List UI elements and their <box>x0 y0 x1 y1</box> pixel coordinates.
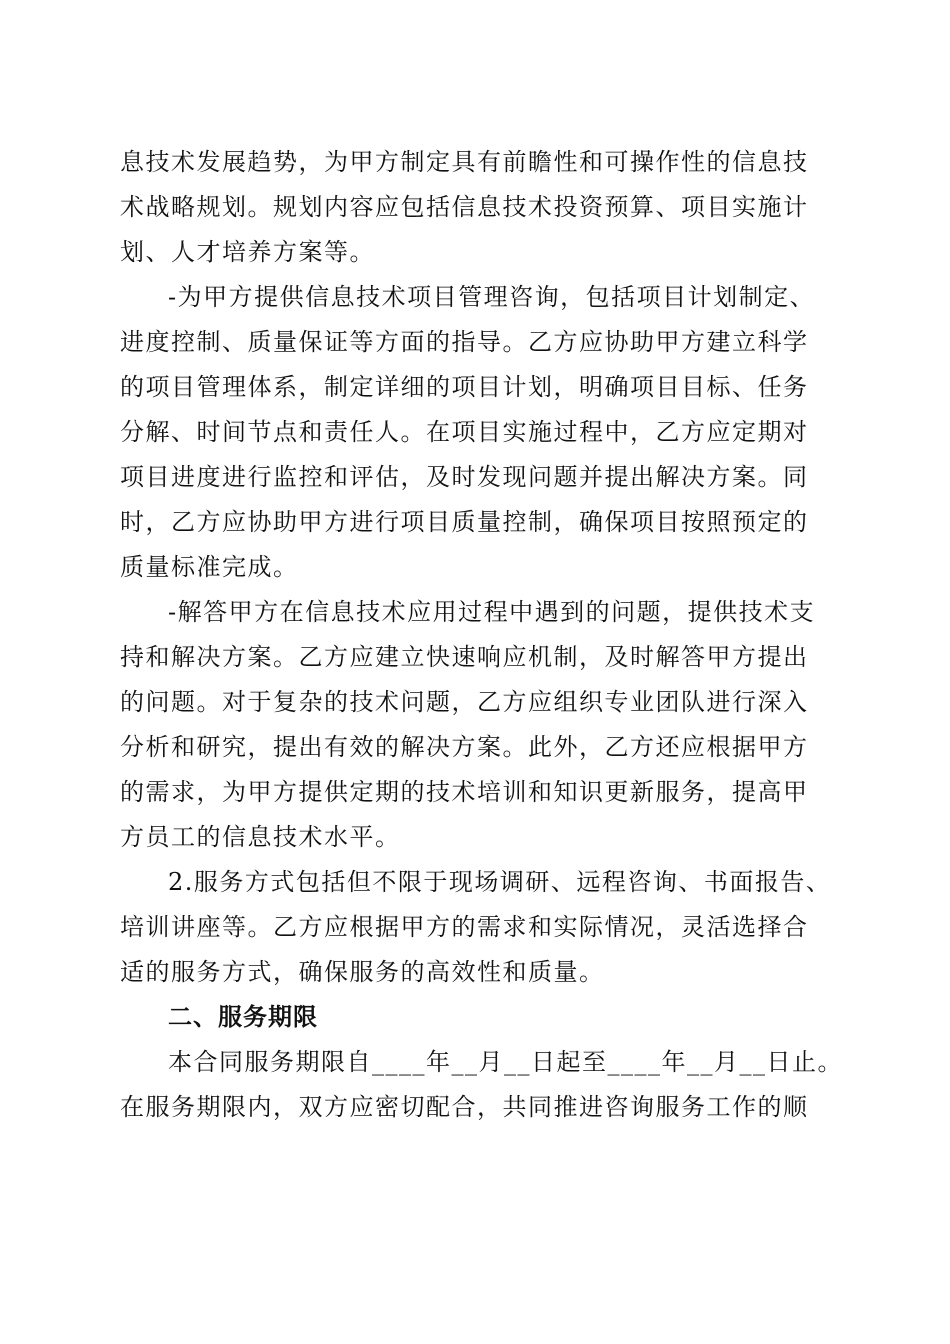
text-line: 质量标准完成。 <box>120 553 299 581</box>
section-heading: 二、服务期限 <box>168 1003 318 1031</box>
text-line: 适的服务方式，确保服务的高效性和质量。 <box>120 958 605 986</box>
text-line: 在服务期限内，双方应密切配合，共同推进咨询服务工作的顺 <box>120 1093 809 1121</box>
text-line: 分析和研究，提出有效的解决方案。此外，乙方还应根据甲方 <box>120 733 809 761</box>
text-line: 方员工的信息技术水平。 <box>120 823 401 851</box>
text-line: 分解、时间节点和责任人。在项目实施过程中，乙方应定期对 <box>120 418 809 446</box>
text-line: 术战略规划。规划内容应包括信息技术投资预算、项目实施计 <box>120 193 809 221</box>
text-line: 的项目管理体系，制定详细的项目计划，明确项目目标、任务 <box>120 373 809 401</box>
text-line: 培训讲座等。乙方应根据甲方的需求和实际情况，灵活选择合 <box>120 913 809 941</box>
text-line: 的问题。对于复杂的技术问题，乙方应组织专业团队进行深入 <box>120 688 809 716</box>
text-line: 进度控制、质量保证等方面的指导。乙方应协助甲方建立科学 <box>120 328 809 356</box>
text-line: 项目进度进行监控和评估，及时发现问题并提出解决方案。同 <box>120 463 809 491</box>
text-line: 划、人才培养方案等。 <box>120 238 375 266</box>
paragraph-start-line: -解答甲方在信息技术应用过程中遇到的问题，提供技术支 <box>168 598 816 626</box>
document-body <box>120 140 843 1130</box>
text-line: 时，乙方应协助甲方进行项目质量控制，确保项目按照预定的 <box>120 508 809 536</box>
paragraph-start-line: 本合同服务期限自____年__月__日起至____年__月__日止。 <box>168 1048 843 1076</box>
paragraph-start-line: -为甲方提供信息技术项目管理咨询，包括项目计划制定、 <box>168 283 816 311</box>
text-line: 的需求，为甲方提供定期的技术培训和知识更新服务，提高甲 <box>120 778 809 806</box>
paragraph-start-line: 2.服务方式包括但不限于现场调研、远程咨询、书面报告、 <box>168 868 832 896</box>
text-line: 持和解决方案。乙方应建立快速响应机制，及时解答甲方提出 <box>120 643 809 671</box>
text-line: 息技术发展趋势，为甲方制定具有前瞻性和可操作性的信息技 <box>120 148 809 176</box>
